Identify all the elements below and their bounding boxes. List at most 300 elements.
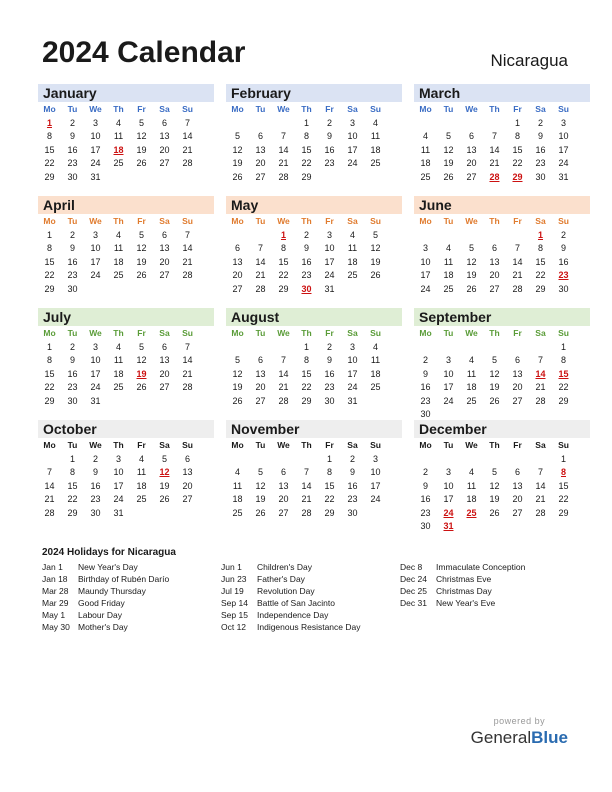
calendar-day: 3 bbox=[326, 230, 332, 240]
calendar-day: 21 bbox=[182, 368, 193, 379]
calendar-day: 2 bbox=[303, 230, 309, 240]
calendar-day: 24 bbox=[90, 158, 101, 169]
calendar-day: 22 bbox=[301, 382, 312, 393]
holiday-date: 31 bbox=[443, 521, 454, 531]
holidays-column bbox=[400, 562, 578, 610]
calendar-day: 9 bbox=[537, 131, 543, 142]
weekday-label: We bbox=[465, 440, 478, 450]
weekday-label: Su bbox=[558, 104, 569, 114]
calendar-day: 1 bbox=[69, 454, 75, 464]
calendar-day: 27 bbox=[512, 507, 523, 518]
footer-branding[interactable] bbox=[471, 716, 568, 748]
calendar-day: 3 bbox=[372, 454, 378, 464]
calendar-day: 16 bbox=[324, 368, 335, 379]
weekday-label: Sa bbox=[159, 440, 170, 450]
month-header bbox=[414, 308, 590, 326]
calendar-day: 7 bbox=[537, 355, 543, 366]
calendar-day: 20 bbox=[512, 382, 523, 393]
weekday-label: Sa bbox=[159, 216, 170, 226]
weekday-label: Mo bbox=[43, 328, 56, 338]
holiday-date: 1 bbox=[46, 118, 52, 128]
calendar-day: 8 bbox=[280, 243, 286, 254]
calendar-day: 26 bbox=[232, 395, 243, 406]
calendar-day: 3 bbox=[92, 342, 98, 352]
calendar-day: 19 bbox=[232, 158, 243, 169]
weekday-label: Tu bbox=[255, 328, 266, 338]
calendar-day: 24 bbox=[370, 494, 381, 505]
weekday-label: Su bbox=[182, 104, 193, 114]
calendar-day: 16 bbox=[90, 480, 101, 491]
weekday-label: We bbox=[89, 104, 102, 114]
month-header bbox=[38, 420, 214, 438]
calendar-day: 28 bbox=[278, 171, 289, 182]
holiday-date: 28 bbox=[489, 171, 500, 182]
calendar-day: 16 bbox=[347, 480, 358, 491]
month-header bbox=[226, 196, 402, 214]
calendar-day: 22 bbox=[558, 494, 569, 505]
month-header bbox=[414, 84, 590, 102]
calendar-day: 13 bbox=[182, 467, 193, 478]
calendar-day: 16 bbox=[420, 382, 431, 393]
calendar-day: 12 bbox=[370, 243, 381, 254]
calendar-day: 22 bbox=[301, 158, 312, 169]
calendar-day: 27 bbox=[232, 283, 243, 294]
calendar-day: 15 bbox=[535, 256, 546, 267]
holiday-name: Mother's Day bbox=[78, 622, 128, 632]
holiday-date: 14 bbox=[535, 368, 546, 379]
calendar-day: 13 bbox=[512, 480, 523, 491]
calendar-day: 3 bbox=[349, 342, 355, 352]
weekday-label: We bbox=[89, 328, 102, 338]
calendar-day: 27 bbox=[159, 158, 170, 169]
calendar-day: 12 bbox=[443, 144, 454, 155]
weekday-label: Tu bbox=[443, 328, 454, 338]
calendar-day: 12 bbox=[136, 131, 147, 142]
calendar-day: 6 bbox=[280, 467, 286, 478]
weekday-label: Sa bbox=[159, 328, 170, 338]
calendar-day: 21 bbox=[182, 144, 193, 155]
weekday-label: Mo bbox=[43, 216, 56, 226]
calendar-day: 6 bbox=[257, 131, 263, 142]
calendar-day: 15 bbox=[44, 144, 55, 155]
month-october bbox=[38, 420, 214, 530]
calendar-day: 10 bbox=[347, 355, 358, 366]
calendar-day: 9 bbox=[560, 243, 566, 254]
month-header bbox=[226, 308, 402, 326]
weekday-label: We bbox=[277, 104, 290, 114]
calendar-day: 24 bbox=[347, 382, 358, 393]
calendar-day: 13 bbox=[489, 256, 500, 267]
weekday-label: Sa bbox=[535, 104, 546, 114]
month-november bbox=[226, 420, 402, 530]
calendar-day: 6 bbox=[161, 230, 167, 240]
calendar-day: 12 bbox=[489, 480, 500, 491]
calendar-grid bbox=[38, 84, 576, 531]
calendar-day: 14 bbox=[278, 368, 289, 379]
weekday-label: Th bbox=[489, 216, 500, 226]
calendar-day: 29 bbox=[324, 507, 335, 518]
calendar-day: 16 bbox=[67, 368, 78, 379]
calendar-day: 24 bbox=[113, 494, 124, 505]
calendar-day: 2 bbox=[560, 230, 566, 240]
calendar-day: 9 bbox=[326, 355, 332, 366]
weekday-label: Th bbox=[489, 104, 500, 114]
calendar-day: 7 bbox=[257, 243, 263, 254]
calendar-day: 20 bbox=[512, 494, 523, 505]
calendar-day: 6 bbox=[184, 454, 190, 464]
weekday-label: Fr bbox=[513, 104, 522, 114]
calendar-day: 16 bbox=[558, 256, 569, 267]
holiday-item bbox=[221, 562, 399, 574]
month-name: October bbox=[43, 421, 97, 437]
calendar-day: 29 bbox=[44, 283, 55, 294]
weekday-label: Fr bbox=[137, 104, 146, 114]
weekday-label: Su bbox=[182, 328, 193, 338]
calendar-day: 25 bbox=[443, 283, 454, 294]
calendar-day: 23 bbox=[67, 382, 78, 393]
calendar-day: 19 bbox=[443, 158, 454, 169]
month-july bbox=[38, 308, 214, 418]
weekday-label: Su bbox=[182, 216, 193, 226]
calendar-day: 11 bbox=[466, 368, 477, 379]
calendar-day: 26 bbox=[370, 270, 381, 281]
calendar-day: 3 bbox=[445, 355, 451, 366]
weekday-label: Tu bbox=[67, 328, 78, 338]
month-name: May bbox=[231, 197, 259, 213]
calendar-day: 6 bbox=[514, 467, 520, 478]
calendar-day: 15 bbox=[558, 480, 569, 491]
weekday-label: Tu bbox=[67, 104, 78, 114]
calendar-day: 11 bbox=[232, 480, 243, 491]
calendar-day: 26 bbox=[136, 158, 147, 169]
calendar-day: 21 bbox=[535, 494, 546, 505]
calendar-day: 16 bbox=[301, 256, 312, 267]
calendar-day: 18 bbox=[466, 382, 477, 393]
calendar-day: 18 bbox=[420, 158, 431, 169]
weekday-label: Mo bbox=[231, 104, 244, 114]
country-name: Nicaragua bbox=[490, 51, 568, 70]
calendar-day: 19 bbox=[136, 144, 147, 155]
calendar-day: 23 bbox=[347, 494, 358, 505]
holiday-name: New Year's Eve bbox=[436, 598, 496, 608]
calendar-day: 14 bbox=[182, 355, 193, 366]
calendar-day: 3 bbox=[92, 230, 98, 240]
calendar-day: 1 bbox=[560, 454, 566, 464]
calendar-day: 21 bbox=[278, 382, 289, 393]
calendar-day: 27 bbox=[466, 171, 477, 182]
calendar-day: 3 bbox=[445, 467, 451, 478]
calendar-day: 26 bbox=[489, 507, 500, 518]
weekday-label: Th bbox=[113, 216, 124, 226]
calendar-day: 1 bbox=[514, 118, 520, 128]
calendar-day: 16 bbox=[535, 144, 546, 155]
calendar-day: 2 bbox=[92, 454, 98, 464]
calendar-day: 28 bbox=[182, 382, 193, 393]
calendar-day: 30 bbox=[324, 395, 335, 406]
calendar-day: 5 bbox=[445, 131, 451, 142]
calendar-day: 22 bbox=[535, 270, 546, 281]
month-name: April bbox=[43, 197, 75, 213]
holiday-name: Christmas Eve bbox=[436, 574, 492, 584]
calendar-day: 12 bbox=[255, 480, 266, 491]
calendar-day: 24 bbox=[443, 395, 454, 406]
calendar-day: 4 bbox=[468, 355, 474, 366]
weekday-label: Fr bbox=[325, 440, 334, 450]
calendar-day: 15 bbox=[67, 480, 78, 491]
calendar-day: 27 bbox=[489, 283, 500, 294]
calendar-day: 27 bbox=[255, 171, 266, 182]
calendar-day: 13 bbox=[255, 144, 266, 155]
calendar-day: 7 bbox=[184, 118, 190, 128]
holiday-item bbox=[221, 610, 399, 622]
calendar-day: 25 bbox=[370, 158, 381, 169]
month-header bbox=[38, 84, 214, 102]
month-april bbox=[38, 196, 214, 306]
calendar-day: 28 bbox=[44, 507, 55, 518]
calendar-day: 13 bbox=[232, 256, 243, 267]
weekday-label: Fr bbox=[137, 328, 146, 338]
calendar-day: 6 bbox=[234, 243, 240, 254]
weekday-label: Tu bbox=[67, 216, 78, 226]
calendar-day: 10 bbox=[420, 256, 431, 267]
calendar-day: 10 bbox=[90, 243, 101, 254]
weekday-label: Mo bbox=[419, 440, 432, 450]
holiday-date-label: Mar 29 bbox=[42, 598, 69, 608]
calendar-day: 18 bbox=[466, 494, 477, 505]
calendar-day: 20 bbox=[466, 158, 477, 169]
holiday-date: 8 bbox=[560, 467, 566, 478]
weekday-label: Tu bbox=[67, 440, 78, 450]
holiday-date: 25 bbox=[466, 507, 477, 518]
calendar-day: 11 bbox=[466, 480, 477, 491]
calendar-day: 9 bbox=[303, 243, 309, 254]
weekday-label: Mo bbox=[231, 440, 244, 450]
month-name: July bbox=[43, 309, 72, 325]
calendar-day: 19 bbox=[466, 270, 477, 281]
holiday-name: Revolution Day bbox=[257, 586, 315, 596]
holiday-date-label: Mar 28 bbox=[42, 586, 69, 596]
holiday-name: Immaculate Conception bbox=[436, 562, 526, 572]
calendar-day: 20 bbox=[489, 270, 500, 281]
calendar-day: 1 bbox=[303, 342, 309, 352]
calendar-day: 26 bbox=[159, 494, 170, 505]
calendar-day: 26 bbox=[466, 283, 477, 294]
calendar-day: 29 bbox=[535, 283, 546, 294]
calendar-day: 9 bbox=[69, 243, 75, 254]
month-header bbox=[226, 420, 402, 438]
holiday-name: Indigenous Resistance Day bbox=[257, 622, 361, 632]
calendar-day: 27 bbox=[278, 507, 289, 518]
calendar-day: 17 bbox=[443, 494, 454, 505]
calendar-day: 8 bbox=[46, 131, 52, 142]
calendar-day: 23 bbox=[301, 270, 312, 281]
calendar-day: 21 bbox=[278, 158, 289, 169]
weekday-label: Fr bbox=[513, 216, 522, 226]
holiday-date: 29 bbox=[512, 171, 523, 182]
weekday-label: Th bbox=[113, 104, 124, 114]
calendar-day: 22 bbox=[558, 382, 569, 393]
calendar-day: 3 bbox=[349, 118, 355, 128]
calendar-day: 5 bbox=[234, 355, 240, 366]
calendar-day: 8 bbox=[69, 467, 75, 478]
calendar-day: 7 bbox=[184, 230, 190, 240]
calendar-day: 6 bbox=[161, 118, 167, 128]
weekday-label: Th bbox=[301, 328, 312, 338]
holiday-item bbox=[400, 574, 578, 586]
calendar-day: 30 bbox=[558, 283, 569, 294]
calendar-day: 14 bbox=[278, 144, 289, 155]
calendar-day: 29 bbox=[44, 171, 55, 182]
calendar-day: 25 bbox=[113, 270, 124, 281]
calendar-day: 17 bbox=[113, 480, 124, 491]
holiday-item bbox=[42, 562, 220, 574]
calendar-day: 30 bbox=[420, 521, 431, 531]
weekday-label: Fr bbox=[137, 216, 146, 226]
calendar-day: 16 bbox=[324, 144, 335, 155]
calendar-day: 5 bbox=[234, 131, 240, 142]
calendar-day: 22 bbox=[44, 382, 55, 393]
calendar-day: 13 bbox=[255, 368, 266, 379]
calendar-day: 26 bbox=[489, 395, 500, 406]
holiday-date: 24 bbox=[443, 507, 454, 518]
weekday-label: Su bbox=[370, 104, 381, 114]
calendar-day: 29 bbox=[558, 395, 569, 406]
calendar-day: 20 bbox=[159, 368, 170, 379]
calendar-day: 29 bbox=[301, 395, 312, 406]
calendar-day: 11 bbox=[370, 355, 381, 366]
calendar-day: 13 bbox=[466, 144, 477, 155]
calendar-day: 29 bbox=[301, 171, 312, 182]
calendar-day: 30 bbox=[347, 507, 358, 518]
calendar-day: 2 bbox=[69, 342, 75, 352]
calendar-day: 27 bbox=[512, 395, 523, 406]
calendar-day: 4 bbox=[349, 230, 355, 240]
holiday-name: Good Friday bbox=[78, 598, 125, 608]
calendar-day: 20 bbox=[278, 494, 289, 505]
weekday-label: Th bbox=[113, 440, 124, 450]
calendar-day: 9 bbox=[326, 131, 332, 142]
weekday-label: Mo bbox=[231, 328, 244, 338]
month-header bbox=[226, 84, 402, 102]
calendar-day: 11 bbox=[113, 243, 124, 254]
calendar-day: 4 bbox=[138, 454, 144, 464]
holiday-date-label: Dec 25 bbox=[400, 586, 427, 596]
calendar-day: 7 bbox=[184, 342, 190, 352]
holiday-name: New Year's Day bbox=[78, 562, 138, 572]
calendar-day: 19 bbox=[136, 256, 147, 267]
calendar-day: 2 bbox=[326, 118, 332, 128]
holiday-item bbox=[221, 622, 399, 634]
calendar-day: 14 bbox=[44, 480, 55, 491]
holiday-name: Independence Day bbox=[257, 610, 329, 620]
calendar-day: 4 bbox=[115, 342, 121, 352]
holiday-date-label: Sep 14 bbox=[221, 598, 248, 608]
weekday-label: We bbox=[277, 216, 290, 226]
calendar-day: 17 bbox=[558, 144, 569, 155]
weekday-label: Th bbox=[489, 440, 500, 450]
calendar-day: 13 bbox=[278, 480, 289, 491]
calendar-day: 9 bbox=[422, 368, 428, 379]
month-name: August bbox=[231, 309, 280, 325]
calendar-day: 22 bbox=[278, 270, 289, 281]
month-name: March bbox=[419, 85, 461, 101]
weekday-label: We bbox=[89, 440, 102, 450]
calendar-day: 15 bbox=[278, 256, 289, 267]
calendar-day: 8 bbox=[46, 243, 52, 254]
calendar-day: 11 bbox=[113, 355, 124, 366]
month-february bbox=[226, 84, 402, 194]
calendar-day: 2 bbox=[537, 118, 543, 128]
holiday-name: Children's Day bbox=[257, 562, 313, 572]
calendar-day: 2 bbox=[69, 230, 75, 240]
holiday-name: Father's Day bbox=[257, 574, 305, 584]
calendar-day: 24 bbox=[420, 283, 431, 294]
month-september bbox=[414, 308, 590, 418]
month-name: February bbox=[231, 85, 291, 101]
calendar-day: 17 bbox=[443, 382, 454, 393]
calendar-day: 19 bbox=[232, 382, 243, 393]
calendar-day: 17 bbox=[370, 480, 381, 491]
calendar-day: 10 bbox=[370, 467, 381, 478]
calendar-day: 8 bbox=[560, 355, 566, 366]
calendar-day: 4 bbox=[422, 131, 428, 142]
weekday-label: Mo bbox=[43, 440, 56, 450]
holiday-name: Maundy Thursday bbox=[78, 586, 146, 596]
calendar-day: 28 bbox=[182, 270, 193, 281]
calendar-day: 3 bbox=[92, 118, 98, 128]
brand-blue: Blue bbox=[531, 728, 568, 747]
calendar-day: 24 bbox=[324, 270, 335, 281]
calendar-day: 12 bbox=[489, 368, 500, 379]
calendar-day: 24 bbox=[347, 158, 358, 169]
weekday-label: Su bbox=[558, 328, 569, 338]
holiday-name: Birthday of Rubén Darío bbox=[78, 574, 170, 584]
weekday-label: We bbox=[465, 104, 478, 114]
calendar-day: 17 bbox=[347, 144, 358, 155]
calendar-day: 19 bbox=[370, 256, 381, 267]
weekday-label: Fr bbox=[325, 104, 334, 114]
calendar-day: 8 bbox=[326, 467, 332, 478]
weekday-label: We bbox=[465, 328, 478, 338]
calendar-day: 2 bbox=[422, 467, 428, 478]
calendar-day: 2 bbox=[326, 342, 332, 352]
calendar-day: 17 bbox=[90, 256, 101, 267]
calendar-day: 28 bbox=[278, 395, 289, 406]
weekday-label: Tu bbox=[255, 440, 266, 450]
calendar-day: 4 bbox=[372, 342, 378, 352]
weekday-label: Sa bbox=[347, 328, 358, 338]
calendar-day: 26 bbox=[136, 270, 147, 281]
powered-by-text: powered by bbox=[493, 716, 546, 726]
calendar-day: 13 bbox=[512, 368, 523, 379]
calendar-day: 21 bbox=[44, 494, 55, 505]
calendar-day: 2 bbox=[349, 454, 355, 464]
calendar-day: 11 bbox=[347, 243, 358, 254]
calendar-day: 26 bbox=[443, 171, 454, 182]
calendar-day: 6 bbox=[491, 243, 497, 254]
calendar-day: 7 bbox=[303, 467, 309, 478]
calendar-day: 10 bbox=[347, 131, 358, 142]
calendar-day: 17 bbox=[90, 144, 101, 155]
calendar-day: 14 bbox=[255, 256, 266, 267]
calendar-day: 6 bbox=[468, 131, 474, 142]
calendar-day: 29 bbox=[558, 507, 569, 518]
calendar-day: 29 bbox=[67, 507, 78, 518]
calendar-day: 14 bbox=[535, 480, 546, 491]
weekday-label: Sa bbox=[347, 440, 358, 450]
calendar-day: 10 bbox=[90, 131, 101, 142]
calendar-day: 12 bbox=[232, 368, 243, 379]
